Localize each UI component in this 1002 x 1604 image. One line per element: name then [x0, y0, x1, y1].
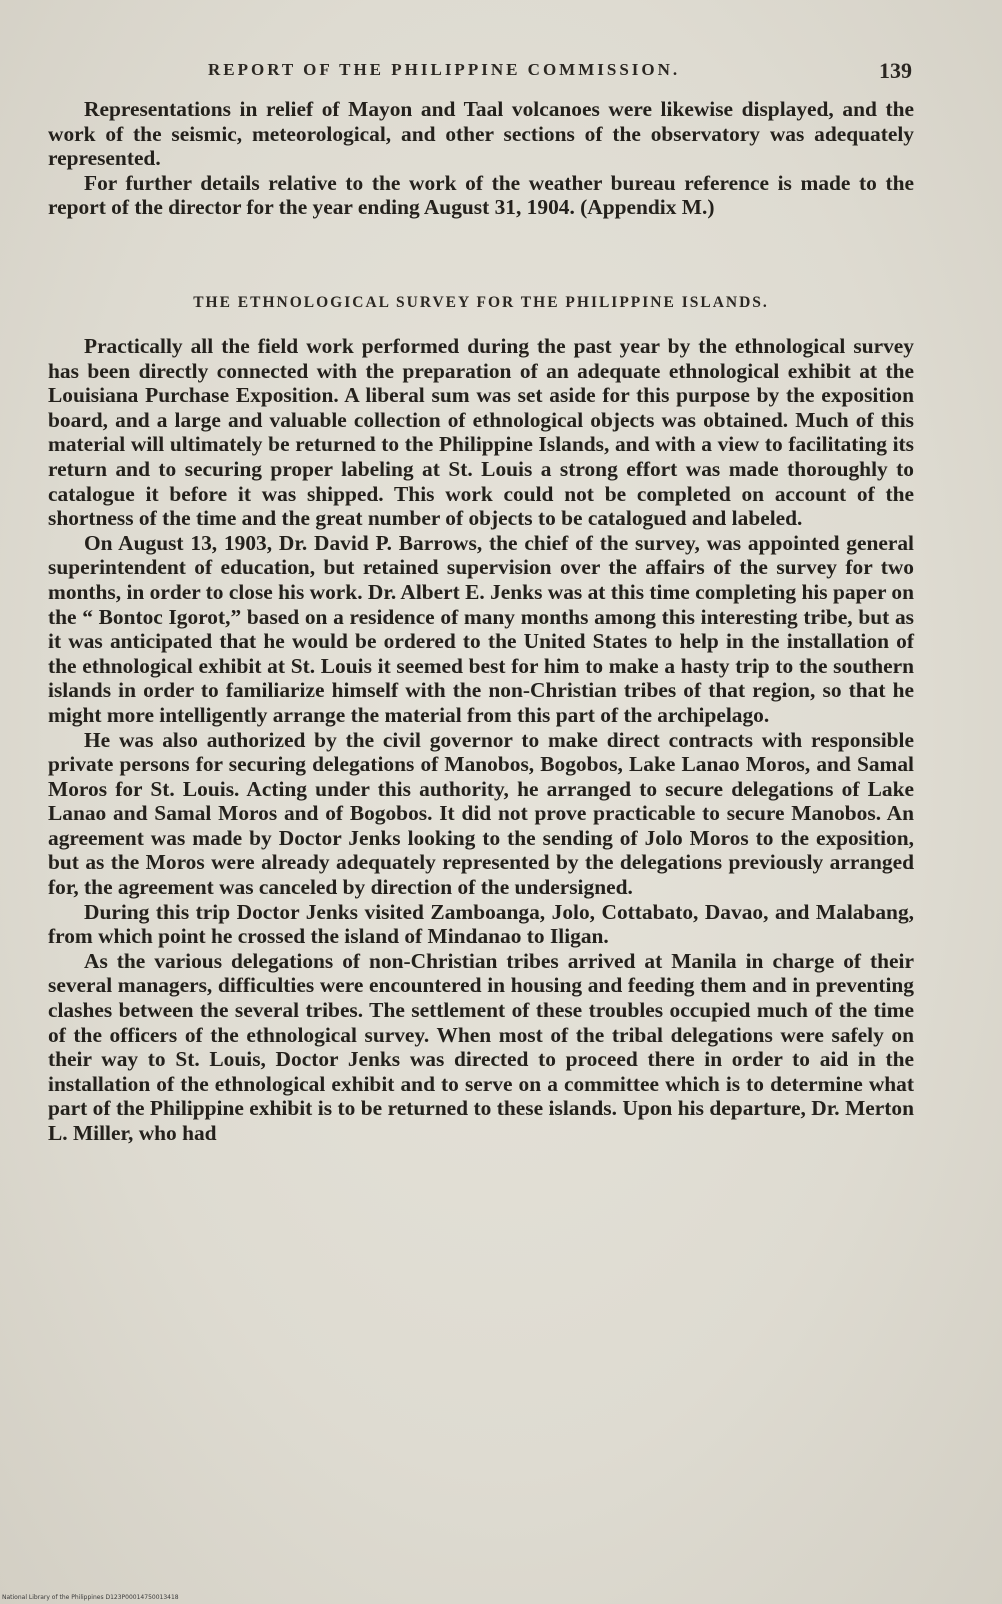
scan-credit: National Library of the Philippines D123P00014750013418 — [2, 1594, 179, 1601]
running-head: REPORT OF THE PHILIPPINE COMMISSION. — [208, 60, 681, 79]
ethnological-survey-section — [48, 334, 914, 1146]
paragraph: During this trip Doctor Jenks visited Zamboanga, Jolo, Cottabato, Davao, and Malabang, from which point he crossed the island of Mindanao to Iligan. — [48, 899, 914, 949]
paragraph: As the various delegations of non-Christian tribes arrived at Manila in charge of their several managers, difficulties were encountered in housing and feeding them and in preventing clashes between the several tribes. The settlement of these troubles occupied much of the time of the officers of the ethnological survey. When most of the tribal delegations were safely on their way to St. Louis, Doctor Jenks was directed to proceed there in order to aid in the installation of the ethnological exhibit and to serve on a committee which is to determine what part of the Philippine exhibit is to be returned to these islands. Upon his departure, Dr. Merton L. Miller, who had — [48, 948, 914, 1145]
paragraph: For further details relative to the work of the weather bureau reference is made to the report of the director for the year ending August 31, 1904. (Appendix M.) — [48, 170, 914, 220]
paragraph: He was also authorized by the civil governor to make direct contracts with responsible private persons for securing delegations of Manobos, Bogobos, Lake Lanao Moros, and Samal Moros for St. Louis. Acting under this authority, he arranged to secure delegations of Lake Lanao and Samal Moros and of Bogobos. It did not prove practicable to secure Manobos. An agreement was made by Doctor Jenks looking to the sending of Jolo Moros to the exposition, but as the Moros were already adequately represented by the delegations previously arranged for, the agreement was canceled by direction of the undersigned. — [48, 727, 914, 900]
section-heading: THE ETHNOLOGICAL SURVEY FOR THE PHILIPPINE ISLANDS. — [193, 294, 769, 311]
page-number: 139 — [879, 58, 912, 83]
paragraph: Practically all the field work performed during the past year by the ethnological survey has been directly connected with the preparation of an adequate ethnological exhibit at the Louisiana Purchase Exposition. A liberal sum was set aside for this purpose by the exposition board, and a large and valuable collection of ethnological objects was obtained. Much of this material will ultimately be returned to the Philippine Islands, and with a view to facilitating its return and to securing proper labeling at St. Louis a strong effort was made thoroughly to catalogue it before it was shipped. This work could not be completed on account of the shortness of the time and the great number of objects to be catalogued and labeled. — [48, 334, 914, 531]
paragraph: On August 13, 1903, Dr. David P. Barrows, the chief of the survey, was appointed general superintendent of education, but retained supervision over the affairs of the survey for two months, in order to close his work. Dr. Albert E. Jenks was at this time completing his paper on the “ Bontoc Igorot,” based on a residence of many months among this interesting tribe, but as it was anticipated that he would be ordered to the United States to help in the installation of the ethnological exhibit at St. Louis it seemed best for him to make a hasty trip to the southern islands in order to familiarize himself with the non-Christian tribes of that region, so that he might more intelligently arrange the material from this part of the archipelago. — [48, 530, 914, 727]
page-header — [48, 58, 914, 86]
paragraph: Representations in relief of Mayon and Taal volcanoes were likewise displayed, and the work of the seismic, meteorological, and other sections of the observatory was adequately represented. — [48, 97, 914, 171]
intro-section — [48, 97, 914, 220]
